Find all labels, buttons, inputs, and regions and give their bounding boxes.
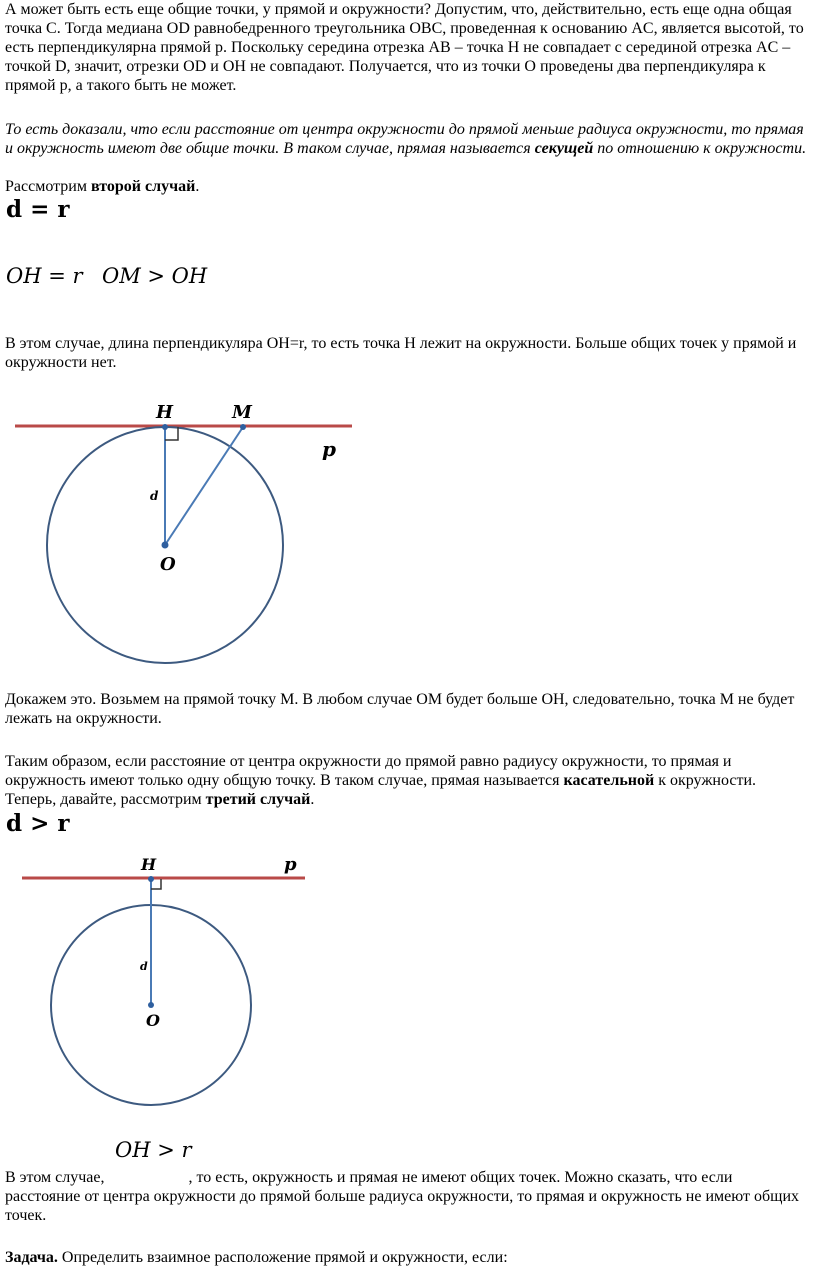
label-h: H: [141, 855, 157, 874]
formula-d-gt-r: d > r: [6, 810, 70, 837]
proof-text: Докажем это. Возьмем на прямой точку M. В любом случае OM будет больше OH, следовательно, точка M не будет лежать на окружности.: [5, 691, 795, 727]
formula-d-eq-r: d = r: [6, 196, 70, 223]
task-statement: Задача. Определить взаимное расположение прямой и окружности, если:: [5, 1249, 508, 1266]
segment-om: [165, 427, 243, 545]
formula-oh-gt-r: OH > r: [115, 1138, 192, 1162]
intro-paragraph: А может быть есть еще общие точки, у прямой и окружности? Допустим, что, действительно, есть еще одна общая точка С. Тогда медиана OD равнобедренного треугольника OBC, проведенная к основанию AC, является высотой, то есть перпендикулярна прямой p. Поскольку середина отрезка AB – точка H не совпадает с серединой отрезка AC – точкой D, значит, отрезки OD и OH не совпадают. Получается, что из точки O проведены два перпендикуляра к прямой p, а такого быть не может.: [5, 1, 804, 94]
point-o: [148, 1002, 154, 1008]
label-p: p: [284, 854, 297, 875]
point-o: [162, 542, 169, 549]
label-d: d: [140, 960, 148, 973]
case2-intro: Рассмотрим второй случай.: [5, 178, 200, 195]
secant-term: секущей: [534, 140, 594, 157]
label-h: H: [156, 402, 174, 423]
point-h: [148, 876, 154, 882]
tangent-term: касательной: [563, 772, 655, 789]
label-d: d: [150, 489, 159, 503]
case2-text: В этом случае, длина перпендикуляра OH=r, то есть точка H лежит на окружности. Больше общих точек у прямой и окружности нет.: [5, 335, 797, 371]
formula-oh-eq-r: OH = r: [6, 264, 83, 288]
label-o: O: [146, 1011, 160, 1030]
tangent-conclusion: Таким образом, если расстояние от центра окружности до прямой равно радиусу окружности, то прямая и окружность имеют только одну общую точку. В таком случае, прямая называется касательной к окружности. Теперь, давайте, рассмотрим третий случай.: [5, 753, 757, 808]
case3-text: В этом случае, , то есть, окружность и прямая не имеют общих точек. Можно сказать, что если расстояние от центра окружности до прямой больше радиуса окружности, то прямая и окружность не имеют общих точек.: [5, 1169, 800, 1224]
label-o: O: [160, 554, 176, 575]
label-p: p: [322, 437, 336, 461]
no-intersection-figure: [0, 850, 420, 1120]
formula-om-gt-oh: OM > OH: [102, 264, 208, 288]
point-h: [162, 424, 168, 430]
tangent-figure: [0, 390, 420, 670]
secant-conclusion: То есть доказали, что если расстояние от центра окружности до прямой меньше радиуса окружности, то прямая и окружность имеют две общие точки. В таком случае, прямая называется секущей по отношению к окружности.: [5, 121, 807, 157]
label-m: M: [232, 402, 252, 423]
point-m: [240, 424, 246, 430]
